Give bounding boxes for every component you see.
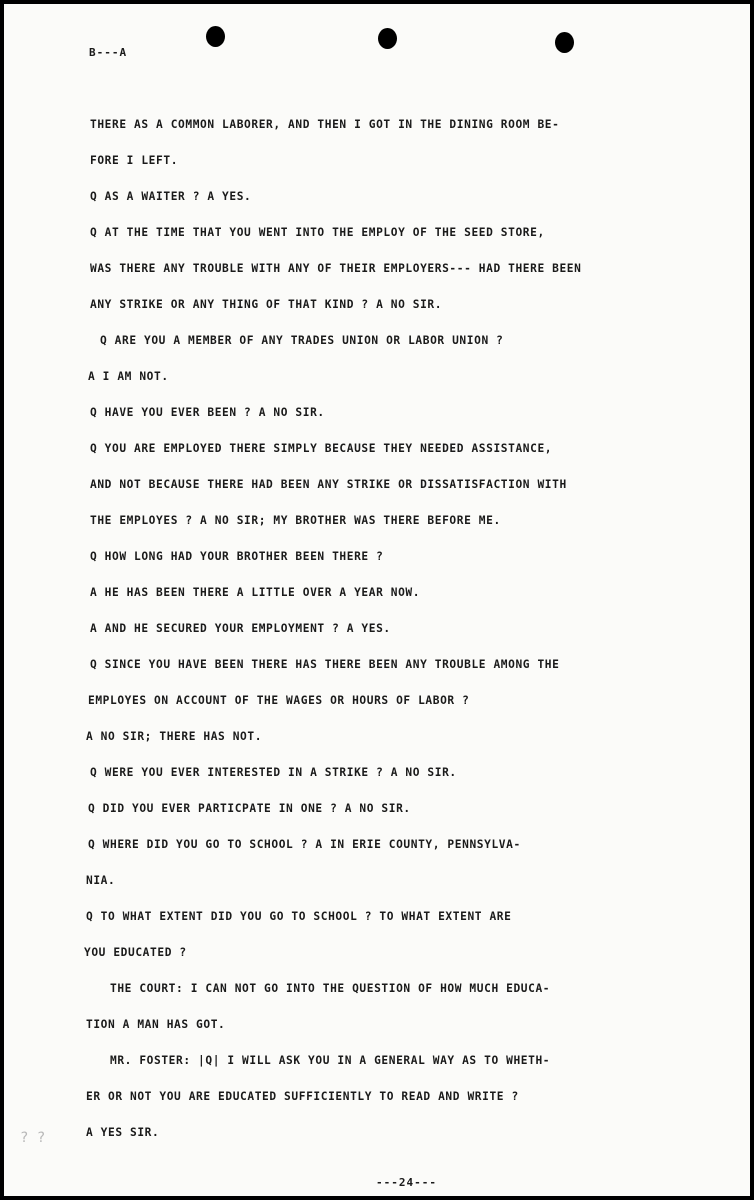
binder-hole-left (206, 26, 225, 47)
binder-hole-right (555, 32, 574, 53)
transcript-line: NIA. (86, 874, 116, 887)
transcript-line: TION A MAN HAS GOT. (86, 1018, 226, 1031)
transcript-line: Q WERE YOU EVER INTERESTED IN A STRIKE ? A NO SIR. (90, 766, 457, 779)
transcript-line: A YES SIR. (86, 1126, 160, 1139)
transcript-line: A NO SIR; THERE HAS NOT. (86, 730, 263, 743)
margin-pencil-mark: ? ? (20, 1130, 46, 1146)
transcript-line: THE EMPLOYES ? A NO SIR; MY BROTHER WAS THERE BEFORE ME. (90, 514, 501, 527)
transcript-line: Q YOU ARE EMPLOYED THERE SIMPLY BECAUSE THEY NEEDED ASSISTANCE, (90, 442, 553, 455)
transcript-line: Q TO WHAT EXTENT DID YOU GO TO SCHOOL ? TO WHAT EXTENT ARE (86, 910, 512, 923)
transcript-line: FORE I LEFT. (90, 154, 179, 167)
transcript-line: A HE HAS BEEN THERE A LITTLE OVER A YEAR NOW. (90, 586, 421, 599)
transcript-page (4, 4, 750, 1196)
transcript-line: Q SINCE YOU HAVE BEEN THERE HAS THERE BEEN ANY TROUBLE AMONG THE (90, 658, 560, 671)
transcript-line: Q AS A WAITER ? A YES. (90, 190, 252, 203)
transcript-line: Q ARE YOU A MEMBER OF ANY TRADES UNION OR LABOR UNION ? (100, 334, 504, 347)
transcript-line: Q HOW LONG HAD YOUR BROTHER BEEN THERE ? (90, 550, 384, 563)
transcript-line: THE COURT: I CAN NOT GO INTO THE QUESTION OF HOW MUCH EDUCA- (110, 982, 551, 995)
transcript-line: A AND HE SECURED YOUR EMPLOYMENT ? A YES. (90, 622, 391, 635)
transcript-line: Q AT THE TIME THAT YOU WENT INTO THE EMPLOY OF THE SEED STORE, (90, 226, 545, 239)
binder-hole-center (378, 28, 397, 49)
transcript-line: YOU EDUCATED ? (84, 946, 187, 959)
transcript-line: THERE AS A COMMON LABORER, AND THEN I GOT IN THE DINING ROOM BE- (90, 118, 560, 131)
transcript-line: EMPLOYES ON ACCOUNT OF THE WAGES OR HOURS OF LABOR ? (88, 694, 470, 707)
transcript-line: Q DID YOU EVER PARTICPATE IN ONE ? A NO SIR. (88, 802, 411, 815)
transcript-line: ANY STRIKE OR ANY THING OF THAT KIND ? A NO SIR. (90, 298, 443, 311)
transcript-line: Q HAVE YOU EVER BEEN ? A NO SIR. (90, 406, 325, 419)
page-identifier: B---A (89, 46, 128, 59)
transcript-line: ER OR NOT YOU ARE EDUCATED SUFFICIENTLY TO READ AND WRITE ? (86, 1090, 519, 1103)
transcript-line: Q WHERE DID YOU GO TO SCHOOL ? A IN ERIE COUNTY, PENNSYLVA- (88, 838, 521, 851)
transcript-line: A I AM NOT. (88, 370, 169, 383)
page-number: ---24--- (376, 1176, 437, 1189)
transcript-line: WAS THERE ANY TROUBLE WITH ANY OF THEIR EMPLOYERS--- HAD THERE BEEN (90, 262, 582, 275)
transcript-line: AND NOT BECAUSE THERE HAD BEEN ANY STRIKE OR DISSATISFACTION WITH (90, 478, 567, 491)
transcript-line: MR. FOSTER: |Q| I WILL ASK YOU IN A GENERAL WAY AS TO WHETH- (110, 1054, 551, 1067)
